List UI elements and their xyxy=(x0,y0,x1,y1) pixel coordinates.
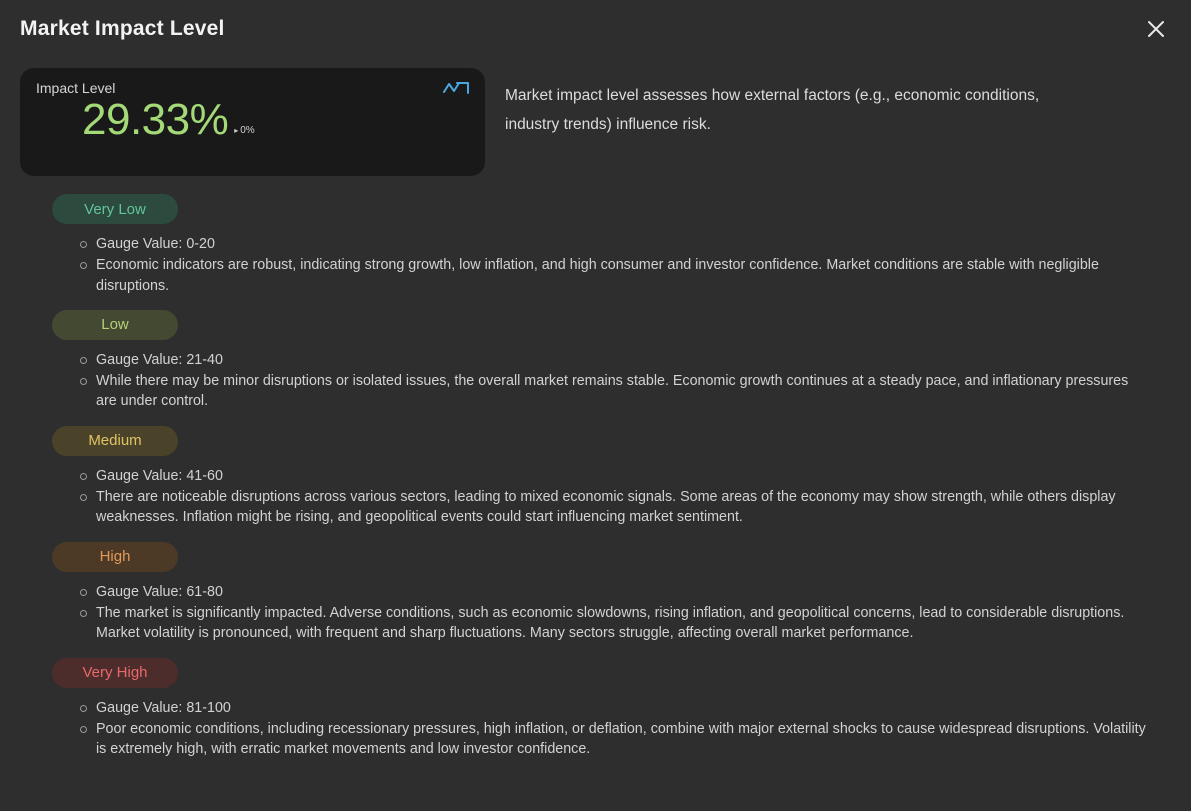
levels-list xyxy=(0,176,1191,759)
impact-level-card xyxy=(20,68,485,176)
impact-level-delta xyxy=(234,125,254,136)
level-block-very-low xyxy=(20,194,1171,296)
status-badge-high: High xyxy=(52,542,178,572)
status-badge-very-low: Very Low xyxy=(52,194,178,224)
list-item: Gauge Value: 0-20 xyxy=(80,234,1171,254)
list-item: Gauge Value: 41-60 xyxy=(80,466,1171,486)
impact-value-row xyxy=(36,95,469,144)
modal-header xyxy=(0,0,1191,52)
level-details-very-low xyxy=(20,234,1171,296)
list-item: Gauge Value: 81-100 xyxy=(80,698,1171,718)
sparkline-icon xyxy=(443,80,469,96)
list-item: Poor economic conditions, including recessionary pressures, high inflation, or deflation, combine with major external shocks to cause widespread disruptions. Volatility is extremely high, with erratic market movements and low investor confidence. xyxy=(80,719,1171,760)
impact-delta-value: 0% xyxy=(240,125,255,136)
level-block-very-high xyxy=(20,658,1171,760)
level-details-very-high xyxy=(20,698,1171,760)
status-badge-very-high: Very High xyxy=(52,658,178,688)
impact-level-label: Impact Level xyxy=(36,80,116,96)
caret-right-icon: ▸ xyxy=(234,125,239,135)
level-details-medium xyxy=(20,466,1171,528)
list-item: Gauge Value: 21-40 xyxy=(80,350,1171,370)
level-block-high xyxy=(20,542,1171,644)
level-block-medium xyxy=(20,426,1171,528)
status-badge-medium: Medium xyxy=(52,426,178,456)
level-block-low xyxy=(20,310,1171,412)
list-item: The market is significantly impacted. Adverse conditions, such as economic slowdowns, rising inflation, and geopolitical concerns, lead to considerable disruptions. Market volatility is pronounced, with frequent and sharp fluctuations. Many sectors struggle, affecting overall market performance. xyxy=(80,603,1171,644)
impact-card-top xyxy=(36,80,469,96)
status-badge-low: Low xyxy=(52,310,178,340)
close-icon[interactable] xyxy=(1141,14,1171,44)
list-item: While there may be minor disruptions or isolated issues, the overall market remains stable. Economic growth continues at a steady pace, and inflationary pressures are under control. xyxy=(80,371,1171,412)
list-item: There are noticeable disruptions across various sectors, leading to mixed economic signals. Some areas of the economy may show strength, while others display weaknesses. Inflation might be rising, and geopolitical events could start influencing market sentiment. xyxy=(80,487,1171,528)
page-title: Market Impact Level xyxy=(20,17,225,40)
level-details-high xyxy=(20,582,1171,644)
level-details-low xyxy=(20,350,1171,412)
impact-level-value: 29.33% xyxy=(82,95,229,144)
list-item: Gauge Value: 61-80 xyxy=(80,582,1171,602)
impact-summary-row xyxy=(0,52,1191,176)
impact-level-description: Market impact level assesses how external factors (e.g., economic conditions, industry trends) influence risk. xyxy=(505,87,1040,133)
list-item: Economic indicators are robust, indicating strong growth, low inflation, and high consumer and investor confidence. Market conditions are stable with negligible disruptions. xyxy=(80,255,1171,296)
